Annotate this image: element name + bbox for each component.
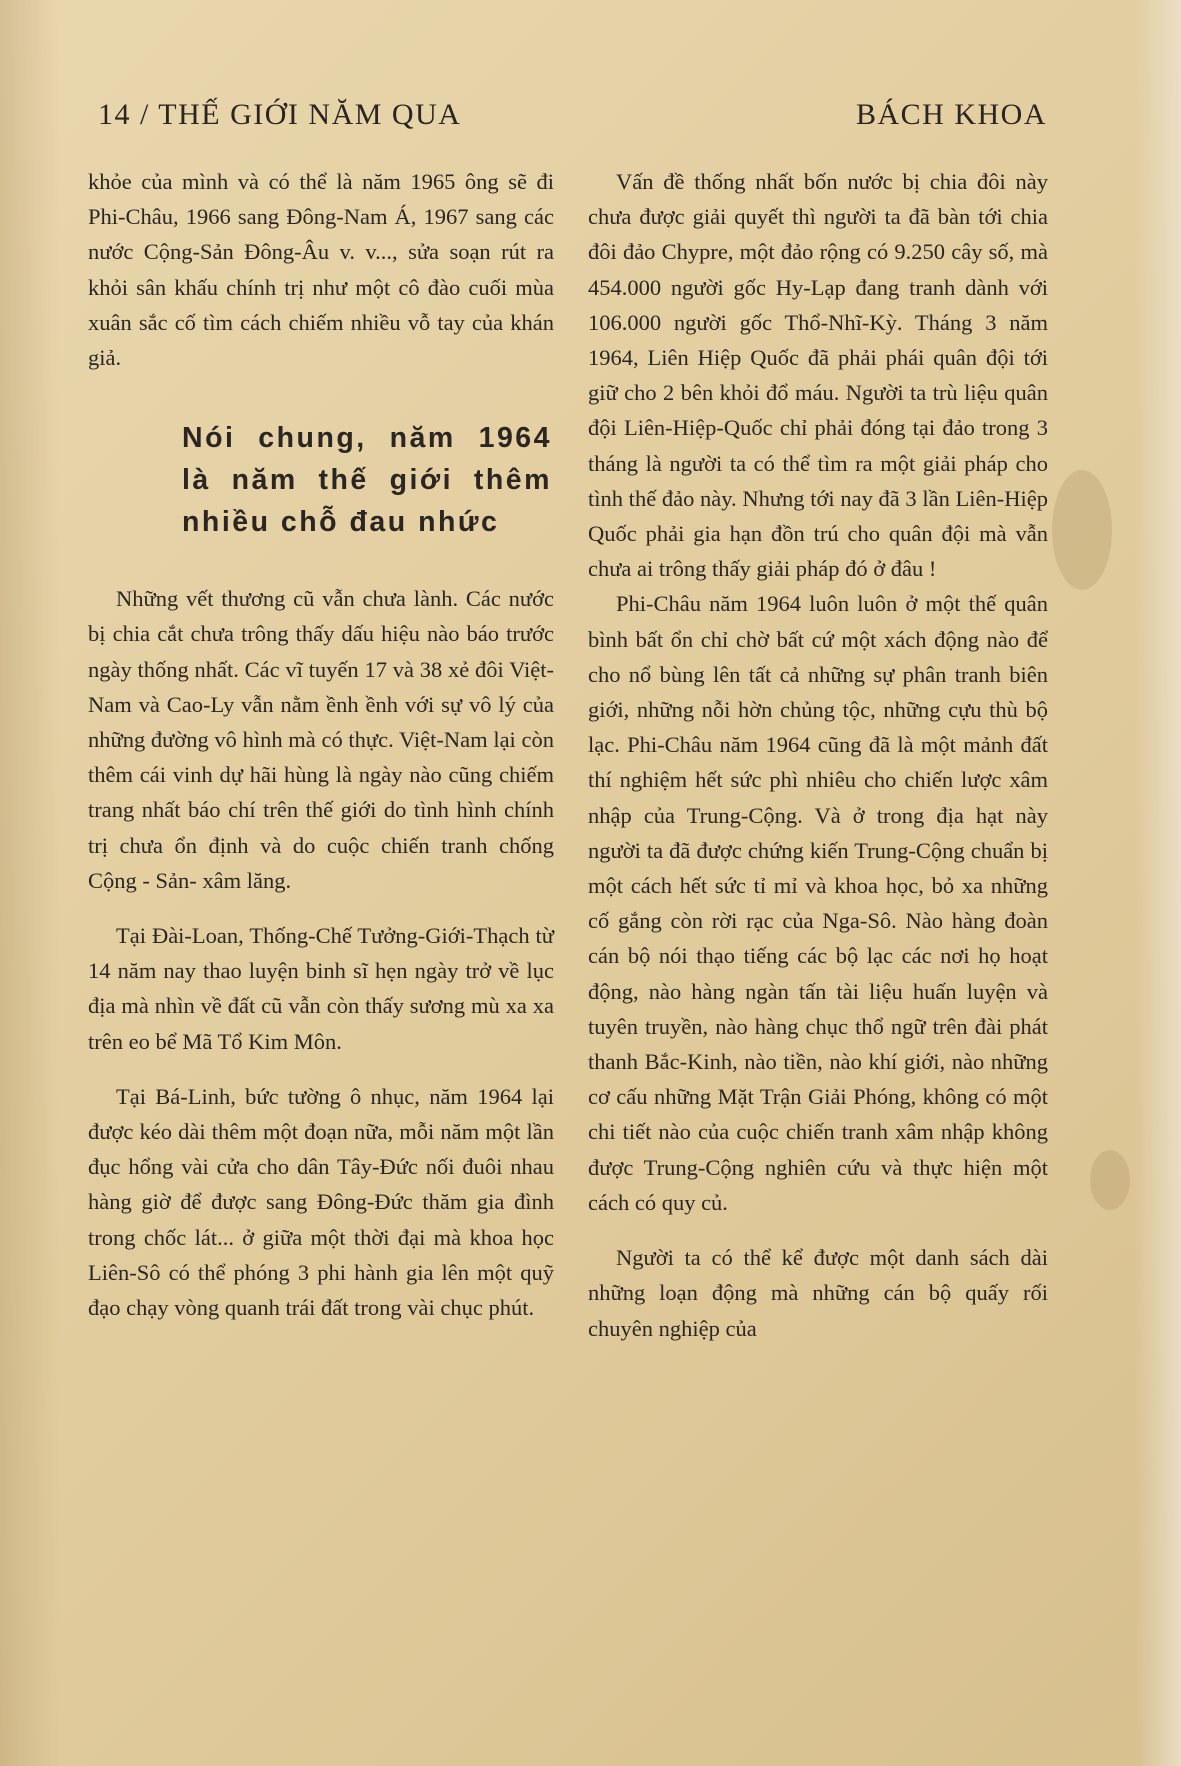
- paragraph: Phi-Châu năm 1964 luôn luôn ở một thế quân bình bất ổn chỉ chờ bất cứ một xách động nào để cho nổ bùng lên tất cả những sự phân tranh biên giới, những nỗi hờn chủng tộc, những cựu thù bộ lạc. Phi-Châu năm 1964 cũng đã là một mảnh đất thí nghiệm hết sức phì nhiêu cho chiến lược xâm nhập của Trung-Cộng. Và ở trong địa hạt này người ta đã được chứng kiến Trung-Cộng chuẩn bị một cách hết sức tỉ mỉ và khoa học, bỏ xa những cố gắng còn rời rạc của Nga-Sô. Nào hàng đoàn cán bộ nói thạo tiếng các bộ lạc các nơi họ hoạt động, nào hàng ngàn tấn tài liệu huấn luyện và tuyên truyền, nào hàng chục thổ ngữ trên đài phát thanh Bắc-Kinh, nào tiền, nào khí giới, nào những cơ cấu những Mặt Trận Giải Phóng, không có một chi tiết nào của cuộc chiến tranh xâm nhập không được Trung-Cộng nghiên cứu và thực hiện một cách có quy củ.: [588, 591, 1048, 1215]
- paper-stain: [1052, 470, 1112, 590]
- right-column: [588, 164, 1048, 1346]
- page-torn-edge: [1135, 0, 1181, 1766]
- paragraph: Người ta có thể kể được một danh sách dài những loạn động mà những cán bộ quấy rối chuyên nghiệp của: [588, 1245, 1048, 1341]
- paragraph: Vấn đề thống nhất bốn nước bị chia đôi này chưa được giải quyết thì người ta đã bàn tới chia đôi đảo Chypre, một đảo rộng có 9.250 cây số, mà 454.000 người gốc Hy-Lạp đang tranh dành với 106.000 người gốc Thổ-Nhĩ-Kỳ. Tháng 3 năm 1964, Liên Hiệp Quốc đã phải phái quân đội tới giữ cho 2 bên khỏi đổ máu. Người ta trù liệu quân đội Liên-Hiệp-Quốc chỉ phải đóng tại đảo trong 3 tháng là người ta có thể tìm ra một giải pháp cho tình thế đảo này. Nhưng tới nay đã 3 lần Liên-Hiệp Quốc phải gia hạn đồn trú cho quân đội mà vẫn chưa ai trông thấy giải pháp đó ở đâu !: [588, 169, 1048, 582]
- paragraph: khỏe của mình và có thể là năm 1965 ông sẽ đi Phi-Châu, 1966 sang Đông-Nam Á, 1967 sang các nước Cộng-Sản Đông-Âu v. v..., sửa soạn rút ra khỏi sân khấu chính trị như một cô đào cuối mùa xuân sắc cố tìm cách chiếm nhiều vỗ tay của khán giả.: [88, 169, 554, 371]
- page-fold-shadow: [0, 0, 60, 1766]
- running-header-title: 14 / THẾ GIỚI NĂM QUA: [98, 98, 462, 131]
- paragraph: Những vết thương cũ vẫn chưa lành. Các nước bị chia cắt chưa trông thấy dấu hiệu nào báo trước ngày thống nhất. Các vĩ tuyến 17 và 38 xẻ đôi Việt-Nam và Cao-Ly vẫn nằm ềnh ềnh với sự vô lý của những đường vô hình mà có thực. Việt-Nam lại còn thêm cái vinh dự hãi hùng là ngày nào cũng chiếm trang nhất báo chí trên thế giới do tình hình chính trị chưa ổn định và do cuộc chiến tranh chống Cộng - Sản- xâm lăng.: [88, 586, 554, 893]
- paragraph: Tại Bá-Linh, bức tường ô nhục, năm 1964 lại được kéo dài thêm một đoạn nữa, mỗi năm một lần đục hổng vài cửa cho dân Tây-Đức nối đuôi nhau hàng giờ để được sang Đông-Đức thăm gia đình trong chốc lát... ở giữa một thời đại mà khoa học Liên-Sô có thể phóng 3 phi hành gia lên một quỹ đạo chạy vòng quanh trái đất trong vài chục phút.: [88, 1083, 554, 1321]
- left-column: [88, 164, 554, 1325]
- running-header-magazine: BÁCH KHOA: [856, 98, 1048, 131]
- section-subheading: Nói chung, năm 1964 là năm thế giới thêm nhiều chỗ đau nhức: [182, 422, 552, 539]
- paper-stain: [1090, 1150, 1130, 1210]
- paragraph: Tại Đài-Loan, Thống-Chế Tưởng-Giới-Thạch từ 14 năm nay thao luyện binh sĩ hẹn ngày trở về lục địa mà nhìn về đất cũ vẫn còn thấy sương mù xa xa trên eo bể Mã Tổ Kim Môn.: [88, 923, 554, 1054]
